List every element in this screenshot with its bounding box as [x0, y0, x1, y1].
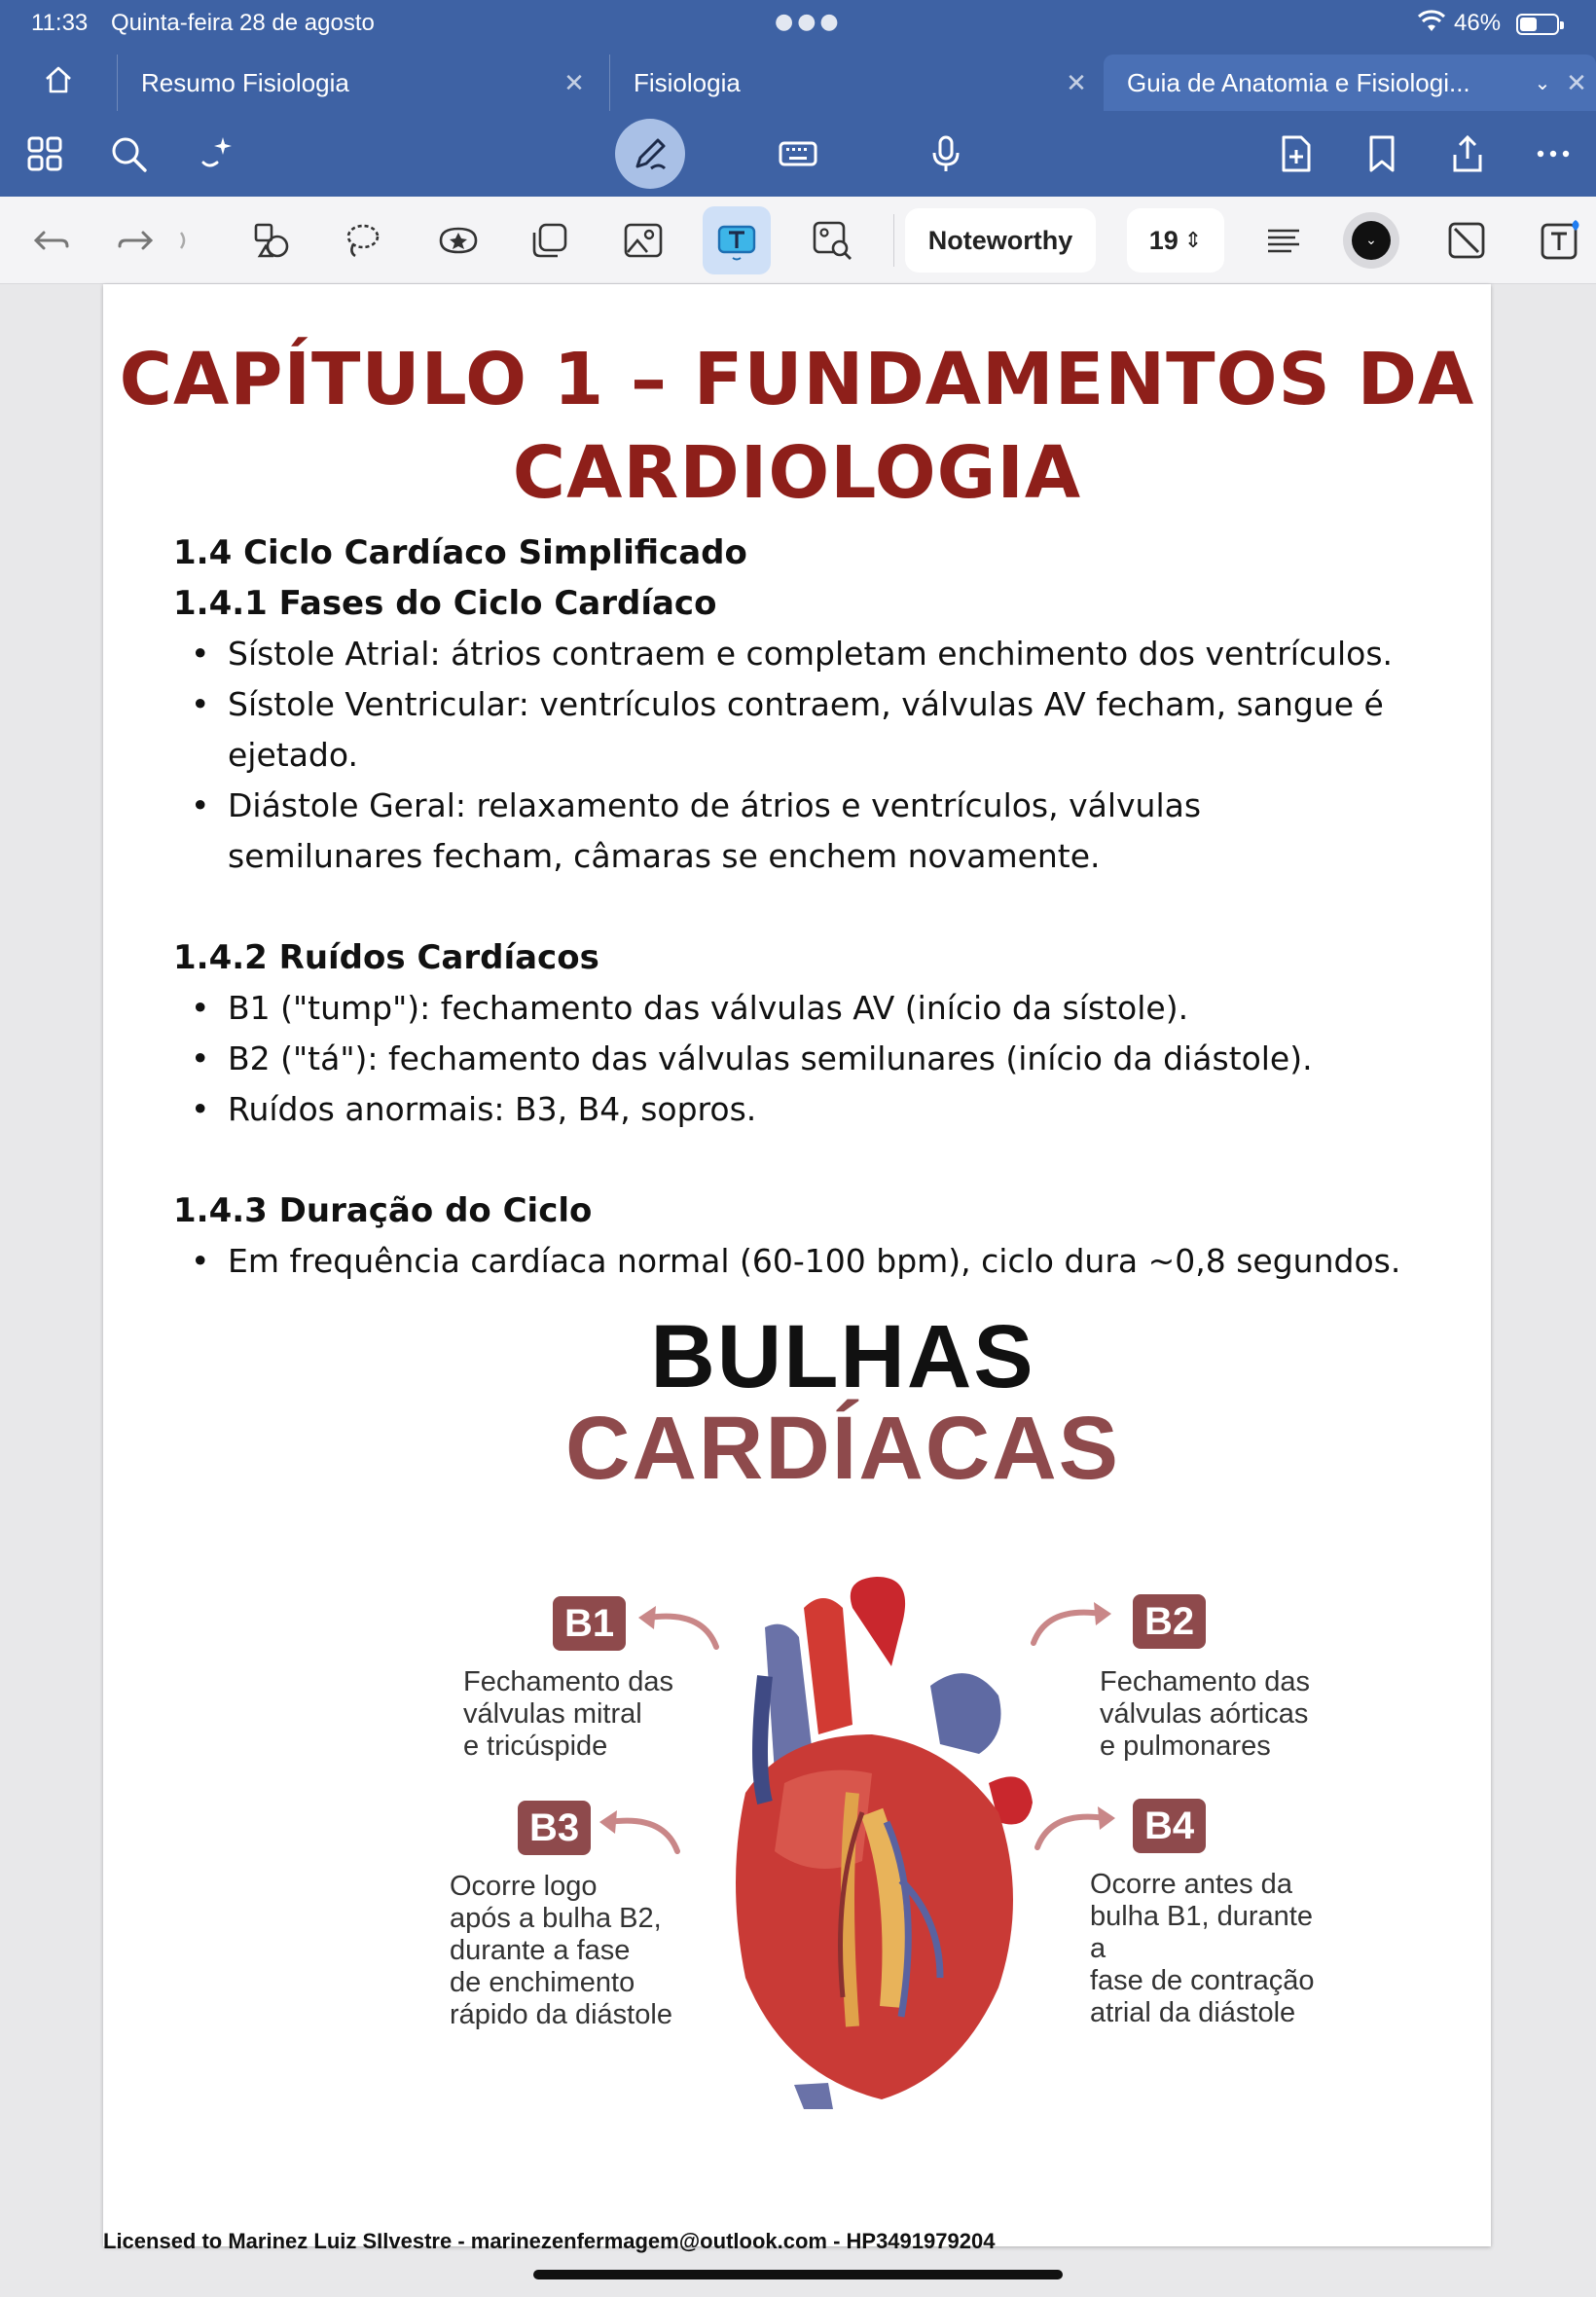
battery-icon: [1516, 14, 1559, 35]
heart-illustration: [707, 1569, 1057, 2114]
status-bar: [0, 0, 1596, 47]
toolbar-divider: [893, 214, 894, 267]
status-time: 11:33: [31, 10, 89, 36]
subsection-heading: 1.4.3 Duração do Ciclo: [173, 1191, 593, 1230]
tab-title: Resumo Fisiologia: [141, 67, 349, 97]
align-left-icon: [1262, 219, 1305, 262]
close-tab-icon[interactable]: ✕: [1566, 67, 1587, 97]
text-align-button[interactable]: [1259, 216, 1308, 265]
search-button[interactable]: [103, 128, 154, 179]
no-fill-icon: [1445, 219, 1488, 262]
text-style-button[interactable]: [1536, 216, 1584, 265]
add-page-button[interactable]: [1271, 128, 1322, 179]
lasso-icon: [342, 219, 384, 262]
more-button[interactable]: [1528, 128, 1578, 179]
text-fill-button[interactable]: [1442, 216, 1491, 265]
bookmark-button[interactable]: [1357, 128, 1407, 179]
tab-fisiologia[interactable]: [609, 55, 1096, 111]
home-button[interactable]: [37, 58, 80, 101]
b3-caption: Ocorre logo após a bulha B2, durante a fase de enchimento rápido da diástole: [450, 1871, 672, 2030]
bullet-item: • Diástole Geral: relaxamento de átrios e ventrículos, válvulas semilunares fecham, câmaras se enchem novamente.: [173, 781, 1370, 882]
shapes-tool[interactable]: [247, 216, 296, 265]
chapter-title: [103, 333, 1491, 520]
share-button[interactable]: [1442, 128, 1493, 179]
multitasking-dots-icon[interactable]: ●●●: [775, 10, 843, 34]
subsection-heading: 1.4.2 Ruídos Cardíacos: [173, 938, 599, 977]
keyboard-button[interactable]: [773, 128, 823, 179]
redo-icon: [114, 219, 157, 262]
chevron-up-down-icon: ⇕: [1183, 228, 1203, 252]
section-content: [173, 528, 1458, 1287]
scroll-handle-icon: [175, 216, 197, 265]
image-icon: [622, 219, 665, 262]
document-page[interactable]: [103, 284, 1491, 2253]
home-icon: [43, 64, 74, 95]
stickers-tool[interactable]: [434, 216, 483, 265]
tools-toolbar: [0, 197, 1596, 284]
bullet-item: • Em frequência cardíaca normal (60-100 bpm), ciclo dura ~0,8 segundos.: [173, 1236, 1458, 1287]
lasso-tool[interactable]: [339, 216, 387, 265]
subsection-heading: 1.4.1 Fases do Ciclo Cardíaco: [173, 584, 717, 623]
grid-icon: [24, 133, 65, 174]
bookmark-icon: [1361, 133, 1402, 174]
thumbnails-button[interactable]: [19, 128, 70, 179]
chevron-down-icon[interactable]: ⌄: [1534, 72, 1551, 94]
text-color-picker[interactable]: [1343, 212, 1399, 269]
heart-sounds-figure[interactable]: [356, 1306, 1329, 2163]
bullet-item: • Ruídos anormais: B3, B4, sopros.: [173, 1084, 1458, 1135]
image-search-tool[interactable]: [808, 216, 856, 265]
text-box-icon: [715, 219, 758, 262]
more-dots-icon: [1533, 133, 1574, 174]
image-tool[interactable]: [619, 216, 668, 265]
bullet-item: • B2 ("tá"): fechamento das válvulas semilunares (início da diástole).: [173, 1034, 1458, 1084]
battery-percent: 46%: [1454, 10, 1502, 36]
chevron-down-icon: ⌄: [1352, 221, 1391, 260]
chapter-title-line: CARDIOLOGIA: [512, 431, 1082, 515]
undo-button[interactable]: [27, 216, 76, 265]
text-style-icon: [1539, 219, 1581, 262]
b1-caption: Fechamento das válvulas mitral e tricúspide: [463, 1666, 674, 1762]
redo-button[interactable]: [111, 216, 160, 265]
font-size-value: 19: [1148, 225, 1179, 255]
b3-badge: B3: [518, 1801, 591, 1855]
font-picker[interactable]: Noteworthy: [905, 208, 1096, 273]
tab-title: Fisiologia: [634, 67, 741, 97]
close-tab-icon[interactable]: ✕: [1066, 67, 1087, 97]
bullet-item: • Sístole Atrial: átrios contraem e completam enchimento dos ventrículos.: [173, 629, 1458, 679]
sticker-star-icon: [437, 219, 480, 262]
tab-guia-anatomia[interactable]: [1104, 55, 1596, 111]
bullet-item: • Sístole Ventricular: ventrículos contraem, válvulas AV fecham, sangue é ejetado.: [173, 679, 1458, 781]
ai-assist-button[interactable]: [191, 128, 241, 179]
b1-badge: B1: [553, 1596, 626, 1651]
figure-subtitle: CARDÍACAS: [565, 1399, 1120, 1498]
font-size-stepper[interactable]: [1127, 208, 1224, 273]
chapter-title-line: CAPÍTULO 1 – FUNDAMENTOS DA: [119, 338, 1475, 421]
figure-title: BULHAS: [650, 1307, 1035, 1406]
bullet-item: • B1 ("tump"): fechamento das válvulas AV (início da sístole).: [173, 983, 1458, 1034]
sparkle-icon: [196, 133, 236, 174]
app-chrome: [0, 0, 1596, 197]
pen-icon: [630, 133, 671, 174]
microphone-icon: [925, 133, 966, 174]
b2-badge: B2: [1133, 1594, 1206, 1649]
curved-arrow-icon: [596, 1803, 683, 1861]
dictation-button[interactable]: [921, 128, 971, 179]
license-footer: Licensed to Marinez Luiz SIlvestre - marinezenfermagem@outlook.com - HP3491979204: [103, 2229, 996, 2253]
b4-caption: Ocorre antes da bulha B1, durante a fase de contração atrial da diástole: [1090, 1869, 1315, 2028]
add-document-icon: [1276, 133, 1317, 174]
elements-tool[interactable]: [526, 216, 574, 265]
pen-mode-button[interactable]: [615, 119, 685, 189]
status-date: Quinta-feira 28 de agosto: [111, 10, 375, 36]
wifi-icon: [1417, 10, 1446, 33]
keyboard-icon: [778, 133, 818, 174]
home-indicator[interactable]: [533, 2270, 1063, 2279]
elements-icon: [528, 219, 571, 262]
share-icon: [1447, 133, 1488, 174]
tab-resumo-fisiologia[interactable]: [117, 55, 594, 111]
b2-caption: Fechamento das válvulas aórticas e pulmonares: [1100, 1666, 1311, 1762]
tab-title: Guia de Anatomia e Fisiologi...: [1127, 67, 1470, 97]
image-search-icon: [811, 219, 853, 262]
shapes-icon: [250, 219, 293, 262]
section-heading: 1.4 Ciclo Cardíaco Simplificado: [173, 533, 747, 572]
tab-bar: [0, 47, 1596, 111]
undo-icon: [30, 219, 73, 262]
close-tab-icon[interactable]: ✕: [563, 67, 585, 97]
main-toolbar: [0, 111, 1596, 197]
search-icon: [108, 133, 149, 174]
text-tool[interactable]: [703, 206, 771, 274]
b4-badge: B4: [1133, 1799, 1206, 1853]
